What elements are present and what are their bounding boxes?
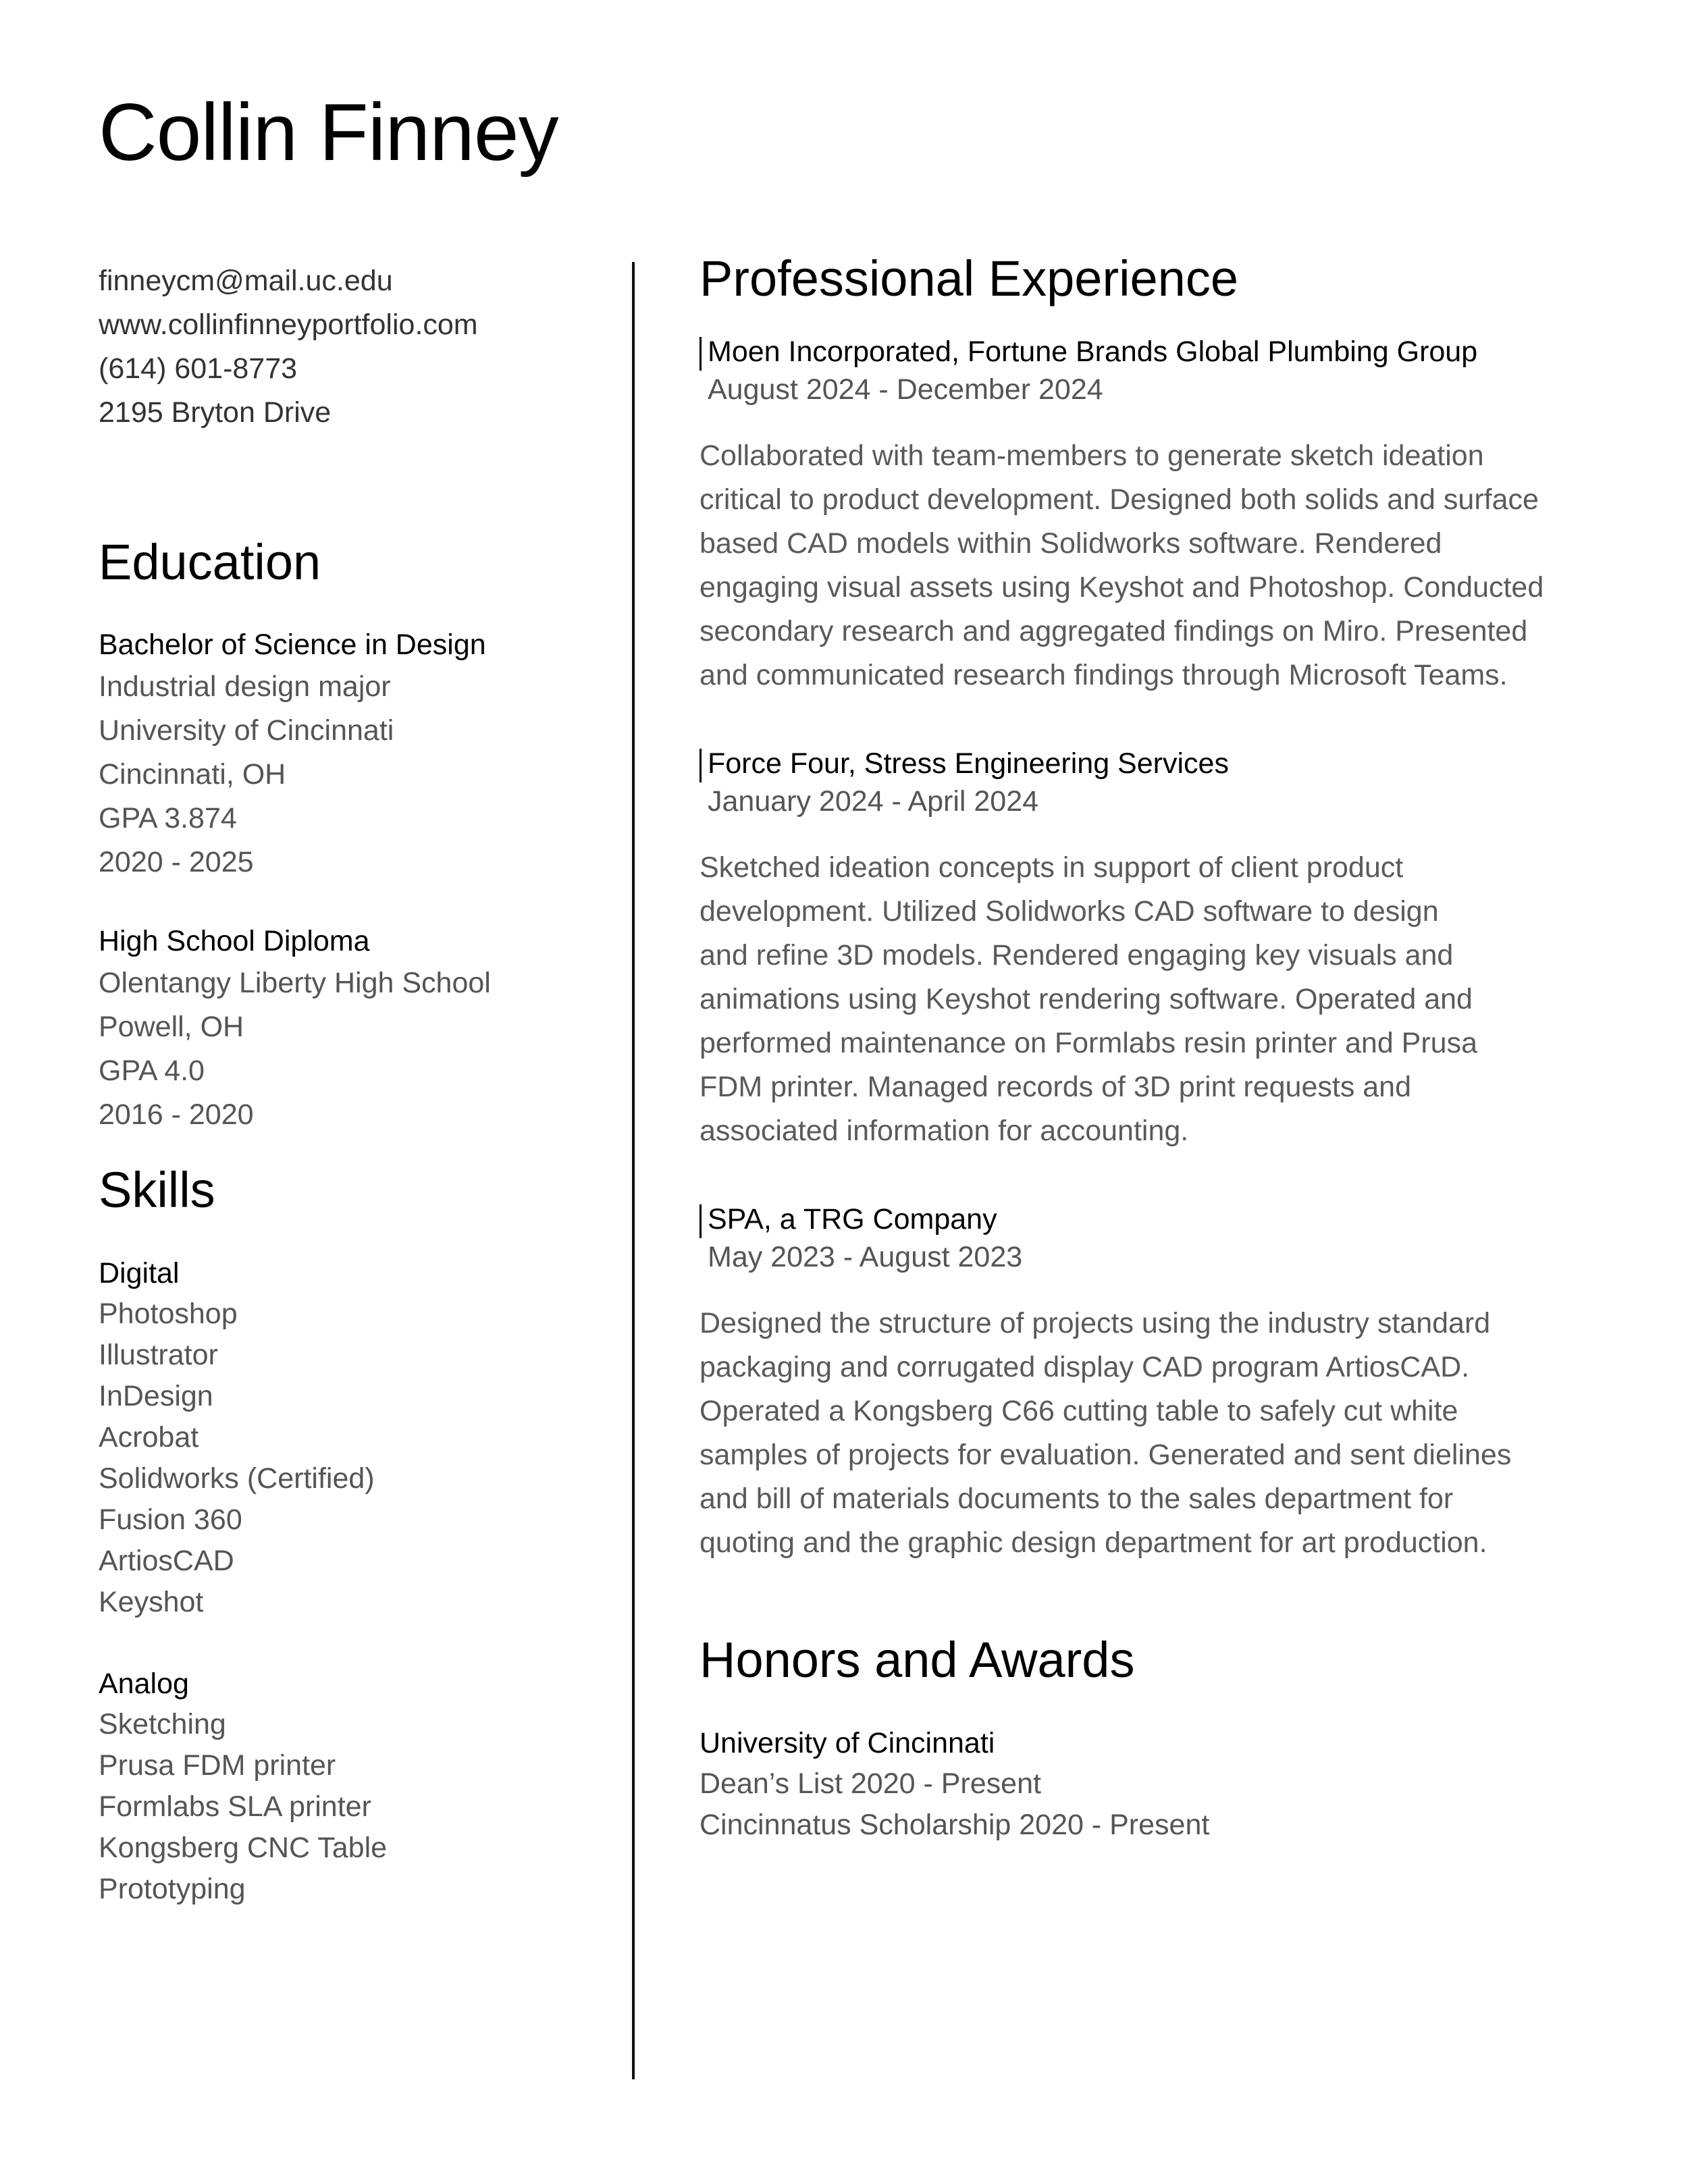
experience-heading: Professional Experience: [700, 250, 1238, 307]
education-heading: Education: [99, 534, 321, 590]
honors-item: Dean’s List 2020 - Present: [700, 1767, 1041, 1800]
job-desc-line: Sketched ideation concepts in support of client product: [700, 851, 1404, 884]
skills-heading: Skills: [99, 1162, 215, 1219]
skills-digital: [99, 1253, 612, 1623]
education-degree: High School Diploma: [99, 925, 370, 958]
job-company-label: SPA, a TRG Company: [708, 1203, 997, 1236]
job-dates: August 2024 - December 2024: [708, 373, 1103, 406]
job-company: [700, 333, 1604, 371]
job-entry: [700, 745, 1604, 1153]
skill-item: Solidworks (Certified): [99, 1462, 375, 1495]
job-entry: [700, 333, 1604, 697]
job-company-label: Force Four, Stress Engineering Services: [708, 747, 1229, 780]
education-detail: 2016 - 2020: [99, 1098, 254, 1131]
job-company-label: Moen Incorporated, Fortune Brands Global Plumbing Group: [708, 336, 1478, 369]
job-desc-line: engaging visual assets using Keyshot and Photoshop. Conducted: [700, 571, 1544, 604]
education-detail: 2020 - 2025: [99, 846, 254, 879]
job-desc-line: and bill of materials documents to the sales department for: [700, 1483, 1454, 1516]
education-detail: Industrial design major: [99, 670, 391, 703]
job-desc-line: samples of projects for evaluation. Generated and sent dielines: [700, 1439, 1512, 1472]
job-desc-line: Collaborated with team-members to generate sketch ideation: [700, 440, 1484, 473]
job-desc-line: animations using Keyshot rendering software. Operated and: [700, 983, 1473, 1016]
skills-analog: [99, 1663, 612, 1910]
contact-phone: (614) 601-8773: [99, 352, 298, 385]
job-desc-line: Designed the structure of projects using the industry standard: [700, 1307, 1491, 1340]
job-desc-line: based CAD models within Solidworks software. Rendered: [700, 527, 1442, 560]
education-detail: GPA 3.874: [99, 802, 237, 835]
job-desc-line: performed maintenance on Formlabs resin printer and Prusa: [700, 1027, 1478, 1060]
education-detail: Cincinnati, OH: [99, 758, 286, 791]
honors-item: Cincinnatus Scholarship 2020 - Present: [700, 1808, 1210, 1841]
education-degree: Bachelor of Science in Design: [99, 629, 486, 662]
job-company: [700, 745, 1604, 782]
education-detail: GPA 4.0: [99, 1055, 205, 1088]
skill-item: Photoshop: [99, 1297, 238, 1330]
honors-heading: Honors and Awards: [700, 1632, 1135, 1688]
job-description: [700, 846, 1604, 1153]
job-description: [700, 1302, 1604, 1565]
job-dates: January 2024 - April 2024: [708, 785, 1039, 818]
education-detail: Olentangy Liberty High School: [99, 967, 491, 1000]
job-desc-line: and communicated research findings through Microsoft Teams.: [700, 659, 1508, 692]
job-desc-line: associated information for accounting.: [700, 1115, 1189, 1148]
job-desc-line: packaging and corrugated display CAD program ArtiosCAD.: [700, 1351, 1470, 1384]
skill-item: Acrobat: [99, 1420, 199, 1454]
honors-entry: [700, 1723, 1604, 1846]
job-desc-line: quoting and the graphic design department for art production.: [700, 1526, 1487, 1560]
skill-item: InDesign: [99, 1379, 213, 1412]
skill-item: Prusa FDM printer: [99, 1749, 336, 1782]
skills-analog-heading: Analog: [99, 1667, 189, 1700]
contact-email[interactable]: finneycm@mail.uc.edu: [99, 265, 393, 297]
left-column: [99, 259, 612, 1910]
job-desc-line: Operated a Kongsberg C66 cutting table to safely cut white: [700, 1395, 1458, 1428]
job-description: [700, 434, 1604, 697]
education-detail: University of Cincinnati: [99, 714, 394, 747]
contact-block: [99, 259, 612, 435]
honors-institution: University of Cincinnati: [700, 1726, 995, 1759]
job-dates: May 2023 - August 2023: [708, 1241, 1023, 1274]
job-desc-line: secondary research and aggregated findings on Miro. Presented: [700, 615, 1528, 648]
job-entry: [700, 1200, 1604, 1565]
education-entry: [99, 921, 612, 1137]
skill-item: Sketching: [99, 1707, 226, 1740]
contact-address: 2195 Bryton Drive: [99, 396, 332, 429]
job-company: [700, 1200, 1604, 1238]
job-marker: [700, 337, 702, 371]
skill-item: Prototyping: [99, 1872, 246, 1905]
job-marker: [700, 1204, 702, 1238]
contact-website[interactable]: www.collinfinneyportfolio.com: [99, 309, 478, 341]
job-desc-line: development. Utilized Solidworks CAD software to design: [700, 895, 1439, 928]
resume-name: Collin Finney: [99, 87, 558, 178]
education-detail: Powell, OH: [99, 1011, 244, 1044]
skill-item: ArtiosCAD: [99, 1544, 234, 1577]
education-entry: [99, 624, 612, 884]
job-desc-line: critical to product development. Designed both solids and surface: [700, 483, 1539, 516]
skill-item: Illustrator: [99, 1338, 218, 1371]
skill-item: Keyshot: [99, 1585, 204, 1618]
skill-item: Kongsberg CNC Table: [99, 1831, 388, 1864]
job-marker: [700, 749, 702, 782]
skill-item: Fusion 360: [99, 1503, 242, 1536]
job-desc-line: and refine 3D models. Rendered engaging key visuals and: [700, 939, 1454, 972]
column-divider: [632, 262, 635, 2079]
skills-digital-heading: Digital: [99, 1256, 180, 1289]
skill-item: Formlabs SLA printer: [99, 1790, 371, 1823]
job-desc-line: FDM printer. Managed records of 3D print requests and: [700, 1071, 1412, 1104]
right-column: [700, 251, 1604, 1846]
